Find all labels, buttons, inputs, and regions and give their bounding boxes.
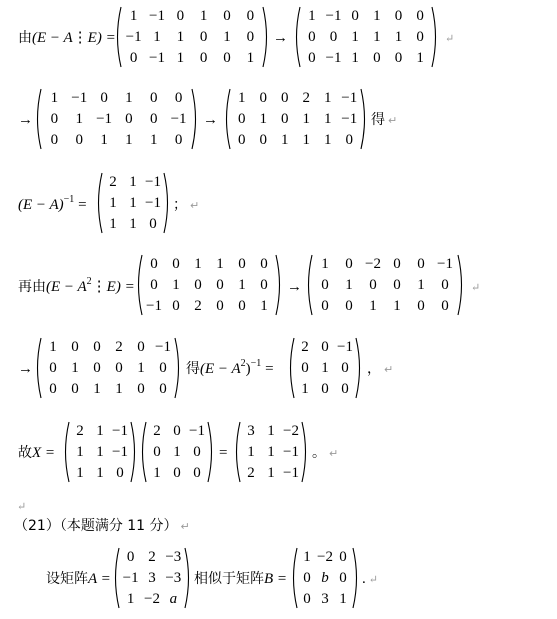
matrix-cell: 0 (441, 277, 449, 293)
matrix-cell: 1 (149, 131, 158, 148)
matrix-cell: −1 (337, 339, 353, 356)
problem-heading (14, 517, 190, 536)
matrix-cell: 0 (321, 277, 329, 293)
matrix-cell: 0 (281, 111, 289, 127)
matrix-cell: 0 (246, 8, 255, 25)
matrix-cell: 2 (194, 297, 202, 314)
matrix-cell: −1 (189, 423, 205, 440)
matrix-cell: 0 (193, 444, 201, 460)
matrix-cell: 1 (373, 29, 381, 45)
right-paren (353, 548, 357, 608)
matrix-cell: 1 (153, 29, 161, 45)
matrix-cell: 1 (76, 444, 84, 460)
matrix (114, 6, 270, 68)
matrix-cell: 1 (76, 464, 84, 481)
matrix-cell: 1 (137, 360, 145, 376)
matrix-cell: 1 (176, 49, 185, 66)
matrix-cell: 1 (345, 277, 353, 293)
left-paren (139, 255, 143, 315)
matrix-cell: −1 (325, 8, 342, 25)
problem-lhs-a: A = (88, 571, 111, 587)
problem-text1-cjk: 设矩阵 (46, 571, 88, 587)
left-paren (99, 173, 103, 233)
matrix (287, 337, 363, 399)
matrix-cell: 2 (148, 549, 156, 566)
row6-eq: = (219, 445, 228, 461)
right-paren (361, 89, 365, 149)
left-paren (38, 89, 42, 149)
matrix-cell: 1 (172, 277, 180, 293)
matrix-cell: 1 (373, 8, 381, 25)
paragraph-mark: ↵ (384, 363, 394, 376)
matrix-cell: −1 (283, 464, 299, 481)
problem-text2 (194, 570, 287, 588)
matrix-cell: 1 (109, 195, 117, 211)
matrix-cell: 1 (302, 111, 310, 127)
matrix-cell: 1 (321, 360, 329, 376)
matrix-cell: 0 (303, 570, 311, 586)
matrix-cell: 1 (129, 195, 137, 211)
matrix-cell: 1 (324, 90, 332, 107)
row1-label (18, 29, 116, 47)
matrix (112, 547, 192, 609)
matrix (233, 421, 309, 483)
matrix-cell: −1 (341, 111, 358, 127)
right-paren (192, 89, 196, 149)
matrix-cell: 1 (267, 464, 275, 481)
matrix-cell: 1 (394, 29, 403, 45)
matrix-cell: 0 (260, 256, 268, 273)
matrix-cell: 1 (96, 423, 104, 440)
matrix-cell: 0 (321, 297, 329, 314)
matrix-cell: 0 (137, 339, 145, 356)
matrix-cell: 0 (129, 49, 138, 66)
right-paren (432, 7, 436, 67)
matrix-cell: 0 (369, 277, 377, 293)
matrix-cell: 0 (174, 90, 183, 107)
right-paren (131, 422, 135, 482)
matrix-cell: 1 (238, 90, 246, 107)
matrix-cell: 0 (49, 380, 57, 397)
matrix-cell: −1 (149, 8, 165, 25)
matrix-cell: 1 (96, 464, 104, 481)
matrix-cell: 0 (93, 360, 101, 376)
row3-suffix (173, 196, 199, 215)
row5-suffix (367, 360, 393, 379)
row4-exp: 2 (86, 276, 92, 287)
matrix-cell: 2 (302, 90, 310, 107)
matrix-cell: 0 (100, 90, 108, 107)
matrix-cell: 0 (50, 131, 59, 148)
paragraph-mark: ↵ (388, 114, 398, 127)
row6-suffix-text: 。 (312, 445, 326, 461)
matrix (34, 88, 199, 150)
matrix-cell: 0 (329, 29, 338, 45)
matrix-cell: 0 (194, 277, 202, 293)
matrix-cell: 1 (303, 549, 311, 566)
matrix-cell: 0 (345, 256, 353, 273)
matrix-cell: −2 (144, 590, 160, 607)
row5-suffix-text: ， (367, 361, 381, 377)
matrix-cell: 1 (129, 174, 137, 191)
matrix-cell: 0 (93, 339, 101, 356)
matrix-cell: 0 (71, 380, 79, 397)
matrix-cell: 0 (149, 215, 157, 232)
row4-sep: ⋮ (91, 279, 107, 295)
matrix-cell: 1 (267, 444, 275, 460)
matrix (95, 172, 171, 234)
problem-heading-text: （21）（本题满分 11 分） (14, 518, 178, 534)
matrix-cell: 0 (417, 297, 425, 314)
matrix-cell: 0 (149, 111, 158, 127)
matrix-cell: b (321, 570, 329, 586)
row5-mid1: 得 (186, 361, 200, 377)
matrix-cell: 0 (199, 49, 208, 66)
row2-suffix (371, 111, 397, 130)
matrix-cell: 1 (176, 29, 185, 45)
matrix-cell: 1 (416, 49, 424, 66)
problem-text1 (46, 570, 111, 588)
matrix-cell: 0 (351, 8, 359, 25)
left-paren (297, 7, 301, 67)
matrix-cell: 3 (321, 590, 329, 607)
matrix-cell: 0 (394, 49, 403, 66)
matrix-cell: 0 (150, 277, 158, 293)
matrix-cell: −1 (437, 256, 453, 273)
matrix-cell: −1 (146, 297, 162, 314)
row3-eq: = (78, 197, 87, 213)
matrix-cell: 0 (345, 131, 353, 148)
row4-lhs-b: E) = (106, 279, 135, 295)
matrix-cell: 1 (417, 277, 425, 293)
matrix-cell: 0 (137, 380, 145, 397)
left-paren (291, 338, 295, 398)
left-paren (118, 7, 122, 67)
problem-suffix (362, 570, 378, 589)
right-paren (356, 338, 360, 398)
matrix-cell: 1 (129, 8, 138, 25)
matrix-cell: −3 (165, 570, 182, 586)
matrix-cell: 2 (115, 339, 123, 356)
problem-lhs-b: B = (264, 571, 288, 587)
row4-prefix: 再由 (18, 279, 46, 295)
matrix-cell: 0 (223, 8, 231, 25)
row3-lhs (18, 196, 87, 216)
matrix-cell: 0 (308, 29, 316, 45)
matrix-cell: 0 (339, 570, 347, 586)
row5-mid2: (E − A (200, 361, 241, 377)
matrix-cell: 1 (324, 111, 332, 127)
matrix-cell: −1 (125, 29, 142, 45)
row6-lhs-text: X = (32, 445, 56, 461)
matrix-cell: 0 (116, 464, 124, 481)
matrix-cell: 1 (321, 256, 329, 273)
row5-exp2: −1 (250, 358, 262, 369)
matrix (135, 254, 283, 316)
matrix (293, 6, 439, 68)
matrix-cell: 0 (173, 464, 181, 481)
matrix-cell: 0 (339, 549, 347, 566)
matrix-cell: 0 (75, 131, 83, 148)
matrix-cell: 1 (129, 215, 137, 232)
left-paren (294, 548, 298, 608)
left-paren (38, 338, 42, 398)
row3-suffix-text: ； (173, 197, 187, 213)
row3-lhs-text: (E − A) (18, 197, 64, 213)
matrix-cell: 1 (393, 297, 401, 314)
matrix-cell: 0 (150, 256, 158, 273)
matrix-cell: 1 (267, 423, 275, 440)
row4-lhs (18, 278, 135, 298)
row6-prefix: 故 (18, 445, 32, 461)
matrix-cell: −1 (283, 444, 299, 460)
matrix-cell: 1 (351, 49, 359, 66)
paragraph-mark: ↵ (445, 33, 455, 45)
matrix-cell: 2 (247, 464, 255, 481)
matrix-cell: 1 (351, 29, 359, 45)
row5-exp1: 2 (240, 358, 246, 369)
row4-lhs-a: (E − A (46, 279, 87, 295)
matrix-cell: 1 (125, 131, 133, 148)
matrix-cell: 2 (76, 423, 84, 440)
left-paren (237, 422, 241, 482)
matrix-cell: −3 (165, 549, 182, 566)
matrix-cell: 1 (259, 111, 267, 127)
matrix-cell: 1 (339, 590, 347, 607)
left-paren (66, 422, 70, 482)
matrix-cell: 0 (50, 111, 59, 127)
matrix-cell: 0 (159, 380, 167, 397)
matrix-cell: −1 (145, 195, 161, 211)
matrix-cell: 1 (324, 131, 332, 148)
matrix-cell: 1 (126, 590, 135, 607)
row1-prefix: 由 (18, 30, 32, 46)
matrix-cell: 0 (125, 111, 133, 127)
arrow: → (203, 112, 218, 128)
matrix-cell: −1 (112, 444, 128, 460)
matrix-cell: 1 (153, 464, 161, 481)
matrix-cell: 3 (247, 423, 255, 440)
matrix-cell: 1 (93, 380, 101, 397)
row5-mid3: ) (245, 361, 251, 377)
matrix-cell: 2 (301, 339, 309, 356)
matrix-cell: 1 (115, 380, 123, 397)
right-paren (276, 255, 280, 315)
matrix (223, 88, 368, 150)
paragraph-mark: ↵ (17, 501, 27, 513)
right-paren (302, 422, 306, 482)
matrix-cell: 0 (281, 90, 289, 107)
matrix-cell: 0 (373, 49, 381, 66)
matrix-cell: 0 (416, 29, 424, 45)
row5-mid (186, 360, 274, 380)
matrix-cell: 0 (393, 277, 401, 293)
matrix-cell: −1 (96, 111, 113, 127)
matrix-cell: 0 (238, 256, 246, 273)
matrix-cell: 1 (247, 444, 255, 460)
right-paren (263, 7, 267, 67)
matrix-cell: 0 (149, 90, 158, 107)
matrix-cell: 1 (194, 256, 202, 273)
left-paren (227, 89, 231, 149)
matrix-cell: 3 (148, 570, 156, 586)
matrix-cell: 0 (153, 444, 161, 460)
paragraph-mark: ↵ (368, 574, 378, 586)
matrix-cell: 0 (259, 131, 267, 148)
matrix-cell: 0 (321, 380, 329, 397)
matrix-cell: −1 (122, 570, 139, 586)
matrix-cell: 0 (260, 277, 268, 293)
matrix-cell: 0 (71, 339, 79, 356)
row1-expr-a: (E − A (32, 30, 73, 46)
matrix-cell: −1 (112, 423, 128, 440)
matrix-cell: 1 (96, 444, 104, 460)
matrix-cell: 1 (75, 111, 83, 127)
right-paren (208, 422, 212, 482)
matrix-cell: −1 (149, 49, 165, 66)
matrix-cell: 1 (109, 215, 117, 232)
matrix-cell: 1 (125, 90, 133, 107)
matrix-cell: 0 (301, 360, 309, 376)
matrix-cell: −2 (365, 256, 381, 273)
arrow: → (287, 279, 302, 295)
paragraph-mark: ↵ (471, 282, 481, 294)
matrix-cell: 0 (303, 590, 311, 607)
matrix-cell: −1 (145, 174, 161, 191)
paragraph-mark: ↵ (180, 520, 190, 533)
matrix-cell: 0 (126, 549, 135, 566)
matrix-cell: 0 (115, 360, 123, 376)
matrix-cell: 1 (246, 49, 255, 66)
row6-lhs (18, 444, 55, 462)
right-paren (164, 173, 168, 233)
matrix-cell: 0 (416, 8, 424, 25)
matrix-cell: 0 (321, 339, 329, 356)
matrix-cell: −1 (341, 90, 358, 107)
right-paren (458, 255, 462, 315)
matrix-cell: −1 (325, 49, 342, 66)
matrix-cell: 0 (193, 464, 201, 481)
matrix-cell: 0 (441, 297, 449, 314)
matrix-cell: 2 (153, 423, 161, 440)
matrix-cell: 0 (172, 297, 180, 314)
matrix-cell: 0 (199, 29, 208, 45)
matrix-cell: 0 (417, 256, 425, 273)
matrix-cell: 0 (394, 8, 403, 25)
matrix-cell: 0 (176, 8, 185, 25)
matrix-cell: 0 (238, 297, 246, 314)
matrix-cell: a (169, 590, 178, 607)
matrix-cell: 1 (302, 131, 310, 148)
matrix-cell: 0 (341, 380, 349, 397)
matrix-cell: −1 (71, 90, 88, 107)
matrix-cell: −2 (283, 423, 299, 440)
arrow: → (18, 361, 33, 377)
matrix-cell: 0 (341, 360, 349, 376)
matrix (139, 421, 215, 483)
problem-text2-cjk: 相似于矩阵 (194, 571, 264, 587)
matrix-cell: −2 (317, 549, 333, 566)
matrix-cell: 0 (393, 256, 401, 273)
matrix-cell: 0 (259, 90, 267, 107)
matrix-cell: 1 (100, 131, 108, 148)
matrix-cell: 1 (308, 8, 316, 25)
matrix-cell: 1 (71, 360, 79, 376)
matrix-cell: 0 (238, 131, 246, 148)
matrix-cell: 1 (49, 339, 57, 356)
matrix-cell: 0 (49, 360, 57, 376)
row6-suffix (312, 444, 338, 463)
left-paren (309, 255, 313, 315)
matrix-cell: 0 (345, 297, 353, 314)
matrix (305, 254, 465, 316)
matrix (34, 337, 182, 399)
paragraph-mark: ↵ (190, 199, 200, 212)
matrix-cell: 1 (301, 380, 309, 397)
row3-exp: −1 (63, 194, 75, 205)
matrix-cell: 0 (216, 277, 224, 293)
arrow: → (273, 30, 288, 46)
matrix-cell: −1 (170, 111, 187, 127)
matrix-cell: 0 (174, 131, 183, 148)
matrix-cell: 0 (238, 111, 246, 127)
matrix-cell: 1 (50, 90, 59, 107)
matrix-cell: 0 (159, 360, 167, 376)
row1-expr-b: E) = (87, 30, 116, 46)
matrix-cell: 1 (216, 256, 224, 273)
row2-suffix-text: 得 (371, 112, 385, 128)
matrix-cell: 1 (260, 297, 268, 314)
left-paren (143, 422, 147, 482)
matrix-cell: 0 (308, 49, 316, 66)
row5-eq: = (265, 361, 274, 377)
matrix-cell: 1 (173, 444, 181, 460)
matrix-cell: 1 (281, 131, 289, 148)
right-paren (175, 338, 179, 398)
matrix-cell: 0 (216, 297, 224, 314)
matrix-cell: 1 (199, 8, 208, 25)
matrix (290, 547, 360, 609)
paragraph-mark: ↵ (329, 447, 339, 460)
matrix-cell: 0 (172, 256, 180, 273)
right-paren (185, 548, 189, 608)
problem-suffix-text: . (362, 571, 366, 587)
matrix-cell: 1 (223, 29, 231, 45)
left-paren (116, 548, 120, 608)
matrix-cell: 0 (246, 29, 255, 45)
row1-expr-sep: ⋮ (72, 30, 88, 46)
matrix (62, 421, 138, 483)
matrix-cell: 0 (173, 423, 181, 440)
matrix-cell: 1 (369, 297, 377, 314)
arrow: → (18, 112, 33, 128)
matrix-cell: 1 (238, 277, 246, 293)
matrix-cell: −1 (155, 339, 171, 356)
matrix-cell: 2 (109, 174, 117, 191)
matrix-cell: 0 (223, 49, 231, 66)
